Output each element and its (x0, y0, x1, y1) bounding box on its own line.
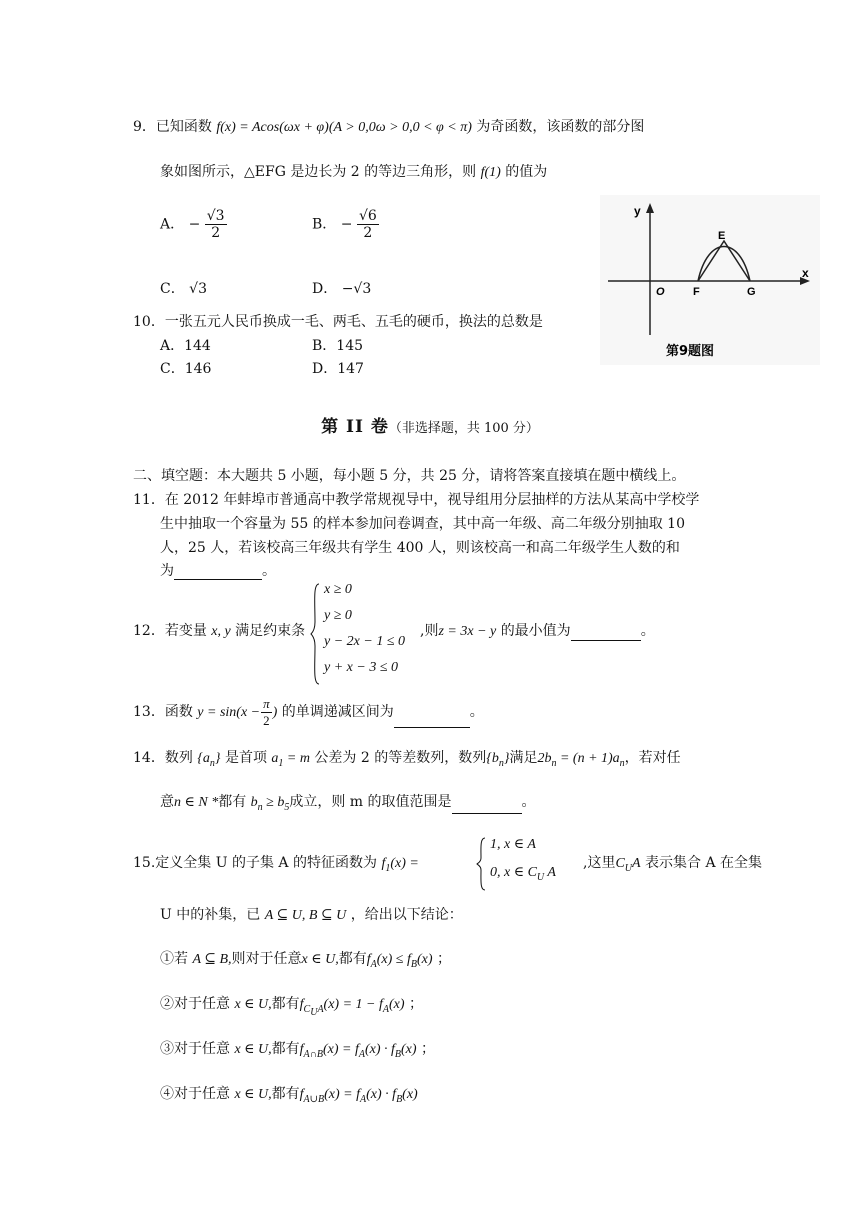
q14-domain: n ∈ N * (174, 795, 219, 810)
q12-number: 12． (133, 623, 165, 639)
part2-heading: 二、填空题：本大题共 5 小题，每小题 5 分，共 25 分，请将答案直接填在题中横线上。 (133, 468, 686, 484)
q13-end: 。 (469, 704, 484, 721)
q10-number: 10． (133, 314, 165, 330)
q9-option-b-sign: − (340, 216, 353, 233)
q12-then: ,则 (420, 623, 439, 639)
figure-caption: 第9题图 (666, 344, 715, 359)
q15-l2: U 中的补集，已 (160, 907, 261, 923)
q9-option-b-den: 2 (363, 225, 373, 241)
q15-brace (476, 836, 486, 892)
q13-two: 2 (263, 712, 270, 728)
q10-option-a: A．144 (160, 338, 211, 354)
section-title-main: 第 II 卷 (321, 417, 389, 437)
q15-statement-3: ③对于任意 x ∈ U,都有$f_{A\cap B}(x) = f_A(x) \cdot f_B(x)$ ； (160, 1041, 436, 1060)
q10-option-d: D．147 (312, 361, 364, 377)
q9-stem-c: 象如图所示，△EFG 是边长为 2 的等边三角形，则 (160, 164, 477, 180)
q9-stem-a: 已知函数 (155, 119, 212, 135)
q14-end: 。 (521, 794, 536, 810)
q9-option-a-den: 2 (211, 225, 221, 241)
label-x: x (802, 266, 809, 280)
q12-a: 若变量 (164, 623, 207, 639)
q15-cua: $C_UA$ (615, 856, 641, 874)
q12-b: 满足约束条 (235, 623, 306, 639)
q11-line2: 生中抽取一个容量为 55 的样本参加问卷调查，其中高一年级、高二年级分别抽取 10 (160, 516, 685, 532)
q11-end: 。 (262, 563, 276, 579)
q14-line2 (160, 794, 536, 814)
q12-c4: y + x − 3 ≤ 0 (324, 660, 399, 675)
label-g: G (747, 286, 756, 298)
q15-f1: $f_1(x)$ = (381, 856, 419, 874)
q9-option-a-sign: − (188, 216, 201, 233)
q12-answer-blank[interactable] (571, 626, 641, 641)
q13-answer-blank[interactable] (394, 713, 470, 728)
q13-frac (261, 696, 272, 728)
label-f: F (693, 286, 700, 298)
q9-option-d (312, 278, 371, 298)
q14-line1 (133, 750, 681, 770)
q9-option-c (160, 278, 207, 298)
q9-option-a (160, 208, 227, 241)
q9-option-b-num: √6 (358, 208, 377, 224)
q15-a: 定义全集 U 的子集 A 的特征函数为 (155, 855, 377, 871)
q14-l2c: 成立，则 m 的取值范围是 (289, 794, 452, 810)
q14-bn: $\{b_n\}$ (486, 751, 510, 769)
q9-stem-d: 的值为 (505, 164, 548, 180)
q12-objective: z = 3x − y (438, 624, 497, 639)
q12-tail (420, 623, 655, 641)
q10-text: 一张五元人民币换成一毛、两毛、五毛的硬币，换法的总数是 (164, 314, 543, 330)
q14-relation: $2b_n = (n + 1)a_n$ (537, 751, 625, 769)
q11-text-1: 在 2012 年蚌埠市普通高中教学常规视导中，视导组用分层抽样的方法从某高中学校学 (164, 492, 700, 508)
q11-line4 (160, 563, 276, 580)
q14-a1: $a_1 = m$ (271, 751, 310, 769)
q15-b: ,这里 (583, 855, 616, 871)
q14-inequality: $b_n \ge b_5$ (250, 795, 290, 813)
q9-option-d-value: −√3 (341, 281, 372, 297)
q9-option-c-value: √3 (189, 281, 207, 297)
q15-case2: 0, x ∈ $C_U$ A (490, 865, 556, 883)
q12-c2: y ≥ 0 (324, 608, 352, 623)
q15-number: 15. (133, 855, 156, 871)
q9-number: 9． (133, 119, 156, 135)
label-o: O (656, 286, 665, 298)
q9-option-a-label: A． (160, 216, 185, 233)
q14-d: 满足 (509, 750, 538, 766)
q13-pi: π (263, 696, 270, 711)
figure-background (600, 195, 820, 365)
q10-stem (133, 314, 543, 331)
q14-a: 数列 (164, 750, 193, 766)
label-e: E (718, 230, 726, 242)
q15-statement-4: ④对于任意 x ∈ U,都有$f_{A\cup B}(x) = f_A(x) \cdot f_B(x)$ (160, 1086, 418, 1105)
q12-line (133, 623, 305, 641)
q12-c1: x ≥ 0 (324, 582, 352, 597)
q9-figure (600, 195, 820, 365)
q12-brace (310, 582, 320, 686)
q13-b: 的单调递减区间为 (281, 704, 394, 721)
q13-close: ) (272, 705, 278, 721)
q15-subsets: A ⊆ U, B ⊆ U (264, 908, 347, 923)
q13-line (133, 696, 484, 728)
q14-answer-blank[interactable] (452, 799, 522, 814)
q9-option-d-label: D． (312, 281, 338, 297)
q9-f1: f(1) (480, 165, 501, 180)
q12-d: 的最小值为 (500, 623, 571, 639)
q13-number: 13． (133, 704, 165, 721)
q11-line3: 人，25 人，若该校高三年级共有学生 400 人，则该校高一和高二年级学生人数的和 (160, 540, 680, 556)
q11-number: 11． (133, 492, 165, 508)
q13-function: y = sin(x − (197, 705, 261, 721)
q12-vars: x, y (211, 624, 231, 639)
section-title (0, 412, 860, 437)
q14-an: $\{a_n\}$ (197, 751, 221, 769)
q15-c: 表示集合 A 在全集 (645, 855, 763, 871)
q14-b: 是首项 (224, 750, 267, 766)
q9-option-c-label: C． (160, 281, 185, 297)
section-title-sub: （非选择题，共 100 分） (388, 421, 539, 436)
q9-option-b-frac (357, 208, 379, 241)
q15-line1 (133, 855, 419, 875)
q14-c: 公差为 2 的等差数列，数列 (314, 750, 487, 766)
q9-line1 (133, 119, 644, 137)
q12-c3: y − 2x − 1 ≤ 0 (324, 634, 406, 649)
q15-l2b: ，给出以下结论： (350, 907, 463, 923)
q13-a: 函数 (164, 704, 193, 721)
q11-answer-blank[interactable] (174, 565, 262, 580)
q9-formula: f(x) = Acos(ωx + φ)(A > 0,0ω > 0,0 < φ < π) (216, 120, 472, 135)
q9-stem-b: 为奇函数，该函数的部分图 (476, 119, 645, 135)
q15-line1-tail (583, 855, 762, 875)
q10-option-b: B．145 (312, 338, 364, 354)
q9-option-b (312, 208, 379, 241)
q12-end: 。 (640, 623, 655, 639)
q11-line1 (133, 492, 699, 509)
q9-option-b-label: B． (312, 216, 337, 233)
q14-e: ，若对任 (624, 750, 681, 766)
q14-l2b: 都有 (218, 794, 247, 810)
q15-statement-2: ②对于任意 x ∈ U,都有$f_{C_UA}(x) = 1 - f_A(x)$ ； (160, 996, 423, 1018)
q10-option-c: C．146 (160, 361, 212, 377)
q14-number: 14． (133, 750, 165, 766)
q9-option-a-num: √3 (206, 208, 225, 224)
q9-line2 (160, 164, 547, 182)
label-y: y (634, 204, 641, 218)
q15-line2 (160, 907, 463, 925)
q14-l2a: 意 (160, 794, 174, 810)
q11-text-4: 为 (160, 563, 174, 579)
q15-statement-1: ①若 A ⊆ B,则对于任意x ∈ U,都有$f_A(x) \le f_B(x)$ ； (160, 951, 451, 970)
q9-option-a-frac (205, 208, 227, 241)
q15-case1: 1, x ∈ A (490, 837, 536, 852)
